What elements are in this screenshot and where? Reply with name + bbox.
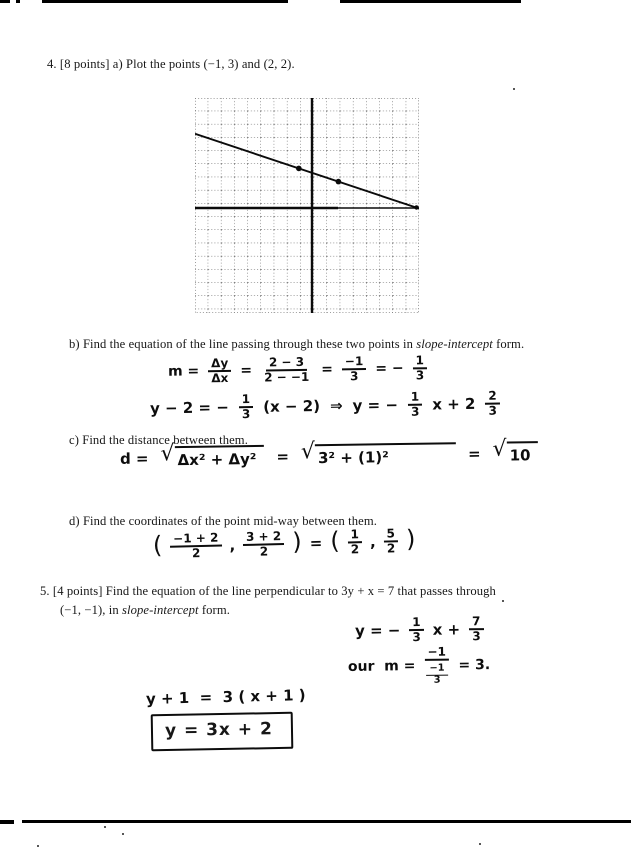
paren: ( bbox=[152, 530, 163, 559]
math-text: = − bbox=[375, 360, 404, 378]
scan-speck bbox=[513, 88, 515, 90]
fraction bbox=[409, 616, 424, 645]
complex-fraction bbox=[423, 646, 451, 687]
denominator bbox=[423, 661, 450, 687]
denominator: 3 bbox=[488, 403, 497, 418]
scan-artifact-bar bbox=[42, 0, 288, 3]
paren: ) bbox=[291, 527, 303, 556]
math-text: = bbox=[467, 444, 481, 463]
denominator: 3 bbox=[349, 369, 359, 384]
numerator: 5 bbox=[383, 527, 398, 543]
math-text: y = − bbox=[352, 396, 399, 415]
denominator: 2 bbox=[259, 544, 269, 559]
nested-fraction bbox=[426, 664, 447, 687]
math-text: our m = bbox=[347, 658, 416, 676]
numerator: 1 bbox=[409, 616, 424, 631]
fraction bbox=[261, 356, 313, 385]
denominator: 3 bbox=[415, 368, 425, 383]
fraction bbox=[469, 615, 484, 644]
denominator: 3 bbox=[241, 407, 251, 422]
paren: ) bbox=[405, 524, 416, 553]
numerator: −1 bbox=[424, 646, 449, 662]
denominator: 3 bbox=[433, 674, 441, 686]
fraction bbox=[342, 355, 367, 384]
fraction bbox=[170, 532, 222, 562]
numerator: 1 bbox=[347, 528, 362, 544]
numerator: 2 bbox=[485, 390, 500, 405]
point-x-intercept bbox=[414, 205, 418, 209]
math-text: = bbox=[240, 362, 253, 379]
point-neg1-3 bbox=[296, 166, 302, 172]
math-text: , bbox=[229, 536, 236, 555]
scan-speck bbox=[37, 845, 39, 847]
radical-sign: √ bbox=[300, 439, 316, 465]
sqrt-radical bbox=[160, 441, 264, 470]
math-text: (x − 2) bbox=[263, 397, 321, 417]
denominator: 3 bbox=[472, 629, 481, 644]
fraction bbox=[383, 527, 398, 556]
scan-artifact-bar bbox=[22, 820, 631, 823]
problem-5-line2-post: form. bbox=[198, 603, 230, 618]
numerator: 1 bbox=[412, 354, 427, 369]
scan-artifact-bar bbox=[0, 820, 14, 824]
part-b-label bbox=[69, 337, 524, 352]
part-c-label: c) Find the distance between them. bbox=[69, 433, 248, 447]
radical-sign: √ bbox=[160, 441, 175, 467]
denominator: Δx bbox=[211, 371, 229, 386]
denominator: 2 − −1 bbox=[264, 370, 310, 385]
part-b-text-end: form. bbox=[492, 337, 525, 351]
handwritten-midpoint-work bbox=[152, 524, 416, 562]
math-text: y − 2 = − bbox=[149, 398, 229, 418]
denominator: 2 bbox=[191, 546, 201, 561]
problem-5-line2-italic: slope-intercept bbox=[122, 603, 199, 618]
math-text: = bbox=[309, 534, 323, 553]
fraction bbox=[243, 530, 285, 559]
fraction bbox=[347, 528, 362, 557]
point-2-2 bbox=[336, 179, 342, 185]
radicand: 10 bbox=[506, 441, 538, 464]
numerator: 1 bbox=[239, 393, 254, 408]
math-text: y + 1 = 3 ( x + 1 ) bbox=[145, 686, 306, 708]
numerator: 2 − 3 bbox=[266, 356, 307, 372]
math-text: = bbox=[321, 361, 334, 378]
scan-speck bbox=[479, 843, 481, 845]
denominator: 3 bbox=[412, 630, 421, 645]
grid-pattern bbox=[195, 98, 419, 313]
scan-artifact-bar bbox=[0, 0, 10, 3]
radicand: Δx² + Δy² bbox=[174, 445, 264, 469]
paren: ( bbox=[329, 526, 340, 555]
math-text: x + bbox=[432, 620, 461, 639]
math-text: m = bbox=[167, 363, 200, 380]
numerator: −1 bbox=[426, 664, 447, 676]
problem-5-line2 bbox=[60, 603, 230, 617]
handwritten-our-m bbox=[348, 645, 491, 688]
scan-speck bbox=[104, 826, 106, 828]
handwritten-perpendicular-slope bbox=[355, 615, 484, 645]
math-text: = 3. bbox=[458, 657, 491, 674]
fraction bbox=[485, 390, 500, 419]
math-text: = bbox=[276, 447, 290, 466]
fraction bbox=[408, 391, 423, 420]
part-d-label: d) Find the coordinates of the point mid-way between them. bbox=[69, 514, 377, 528]
handwritten-point-slope-5 bbox=[146, 686, 306, 708]
part-b-text: b) Find the equation of the line passing through these two points in bbox=[69, 337, 417, 351]
fraction bbox=[412, 354, 427, 383]
fraction bbox=[239, 393, 254, 422]
handwritten-point-slope-work bbox=[150, 390, 500, 423]
radical-sign: √ bbox=[492, 436, 507, 462]
handwritten-slope-work bbox=[168, 354, 427, 386]
scan-artifact-bar bbox=[340, 0, 521, 3]
problem-5-line2-pre: (−1, −1), in bbox=[60, 603, 123, 618]
math-text: d = bbox=[119, 449, 149, 468]
sqrt-radical bbox=[300, 439, 456, 468]
radicand: 3² + (1)² bbox=[315, 442, 456, 467]
part-b-italic: slope-intercept bbox=[416, 337, 493, 351]
numerator: Δy bbox=[208, 357, 231, 373]
numerator: 3 + 2 bbox=[243, 530, 284, 546]
math-text: x + 2 bbox=[432, 395, 476, 414]
numerator: 7 bbox=[469, 615, 484, 630]
math-text: y = − bbox=[354, 621, 401, 641]
scan-artifact-bar bbox=[16, 0, 20, 3]
denominator: 2 bbox=[350, 542, 360, 557]
numerator: −1 bbox=[342, 355, 367, 371]
math-text: , bbox=[369, 532, 376, 552]
boxed-final-answer: y = 3x + 2 bbox=[151, 712, 293, 751]
plot-grid-graph bbox=[195, 98, 419, 313]
denominator: 2 bbox=[386, 541, 396, 556]
numerator: 1 bbox=[408, 391, 423, 406]
scan-speck bbox=[122, 833, 124, 835]
problem-4-header: 4. [8 points] a) Plot the points (−1, 3) and (2, 2). bbox=[47, 57, 295, 71]
sqrt-radical bbox=[492, 436, 538, 465]
math-text: ⇒ bbox=[329, 396, 343, 416]
numerator: −1 + 2 bbox=[170, 532, 222, 548]
problem-5-header bbox=[40, 582, 585, 620]
denominator: 3 bbox=[410, 404, 420, 419]
problem-5-line1: 5. [4 points] Find the equation of the line perpendicular to 3y + x = 7 that passes through bbox=[40, 584, 496, 598]
fraction bbox=[208, 357, 232, 386]
